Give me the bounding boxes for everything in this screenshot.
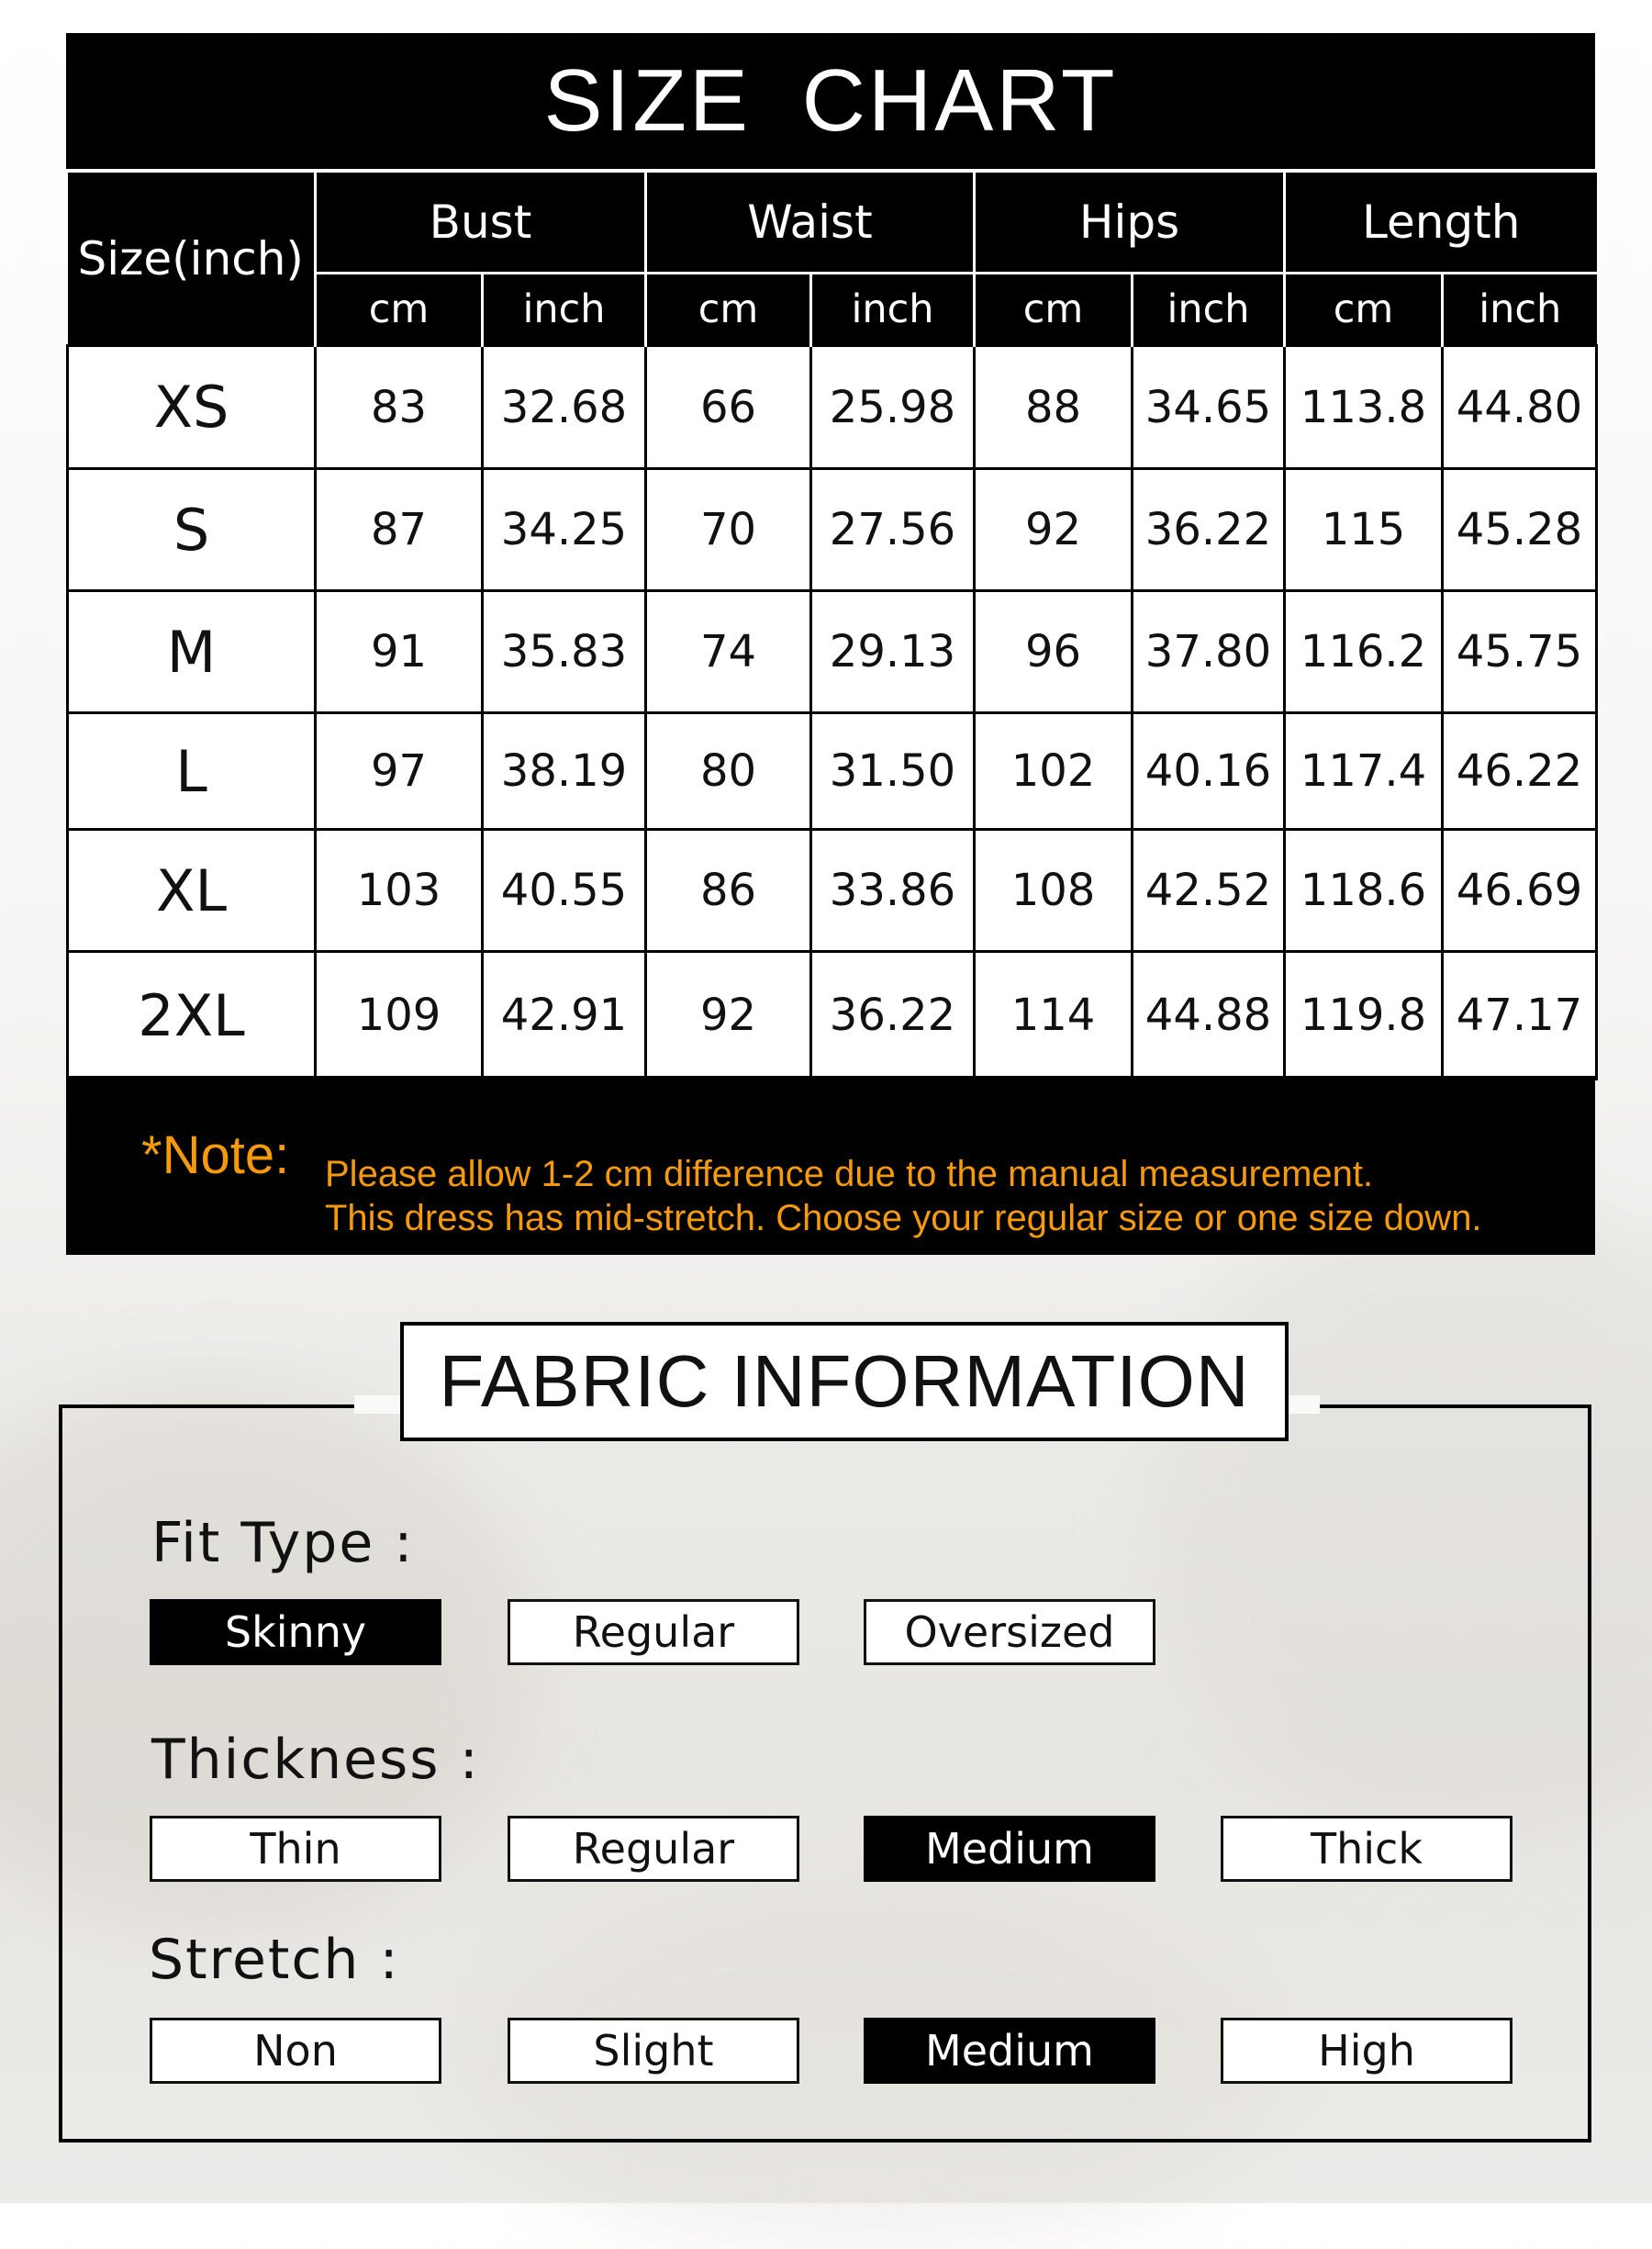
unit-header: cm xyxy=(646,274,811,346)
measurement-cell: 83 xyxy=(316,346,483,469)
length-header: Length xyxy=(1285,171,1597,274)
measurement-cell: 113.8 xyxy=(1285,346,1443,469)
measurement-cell: 116.2 xyxy=(1285,591,1443,713)
note-bar xyxy=(66,1076,1595,1255)
waist-header: Waist xyxy=(646,171,975,274)
measurement-cell: 103 xyxy=(316,830,483,952)
measurement-cell: 46.22 xyxy=(1443,713,1597,830)
measurement-cell: 44.88 xyxy=(1133,952,1285,1080)
measurement-cell: 115 xyxy=(1285,469,1443,591)
note-text-line-1: Please allow 1-2 cm difference due to the manual measurement. xyxy=(325,1154,1374,1194)
measurement-cell: 31.50 xyxy=(811,713,975,830)
thickness-option-thick: Thick xyxy=(1221,1816,1512,1882)
measurement-cell: 108 xyxy=(975,830,1133,952)
note-label: *Note: xyxy=(141,1125,290,1185)
thickness-option-medium: Medium xyxy=(864,1816,1155,1882)
bust-header: Bust xyxy=(316,171,646,274)
measurement-cell: 44.80 xyxy=(1443,346,1597,469)
fabric-information-section xyxy=(0,1322,1652,2148)
fit-type-label: Fit Type : xyxy=(151,1511,415,1575)
thickness-label: Thickness : xyxy=(151,1728,480,1792)
size-label-cell: M xyxy=(68,591,316,713)
measurement-cell: 97 xyxy=(316,713,483,830)
stretch-option-non: Non xyxy=(150,2018,441,2084)
size-label-cell: 2XL xyxy=(68,952,316,1080)
measurement-cell: 36.22 xyxy=(811,952,975,1080)
measurement-cell: 74 xyxy=(646,591,811,713)
stretch-option-high: High xyxy=(1221,2018,1512,2084)
measurement-cell: 87 xyxy=(316,469,483,591)
fit-type-option-oversized: Oversized xyxy=(864,1599,1155,1665)
measurement-cell: 40.55 xyxy=(483,830,646,952)
measurement-cell: 117.4 xyxy=(1285,713,1443,830)
stretch-label: Stretch : xyxy=(149,1928,400,1992)
size-label-cell: XS xyxy=(68,346,316,469)
measurement-cell: 29.13 xyxy=(811,591,975,713)
stretch-option-slight: Slight xyxy=(508,2018,799,2084)
size-chart-title: SIZE CHART xyxy=(66,33,1595,169)
size-row xyxy=(68,346,1597,469)
note-text-line-2: This dress has mid-stretch. Choose your regular size or one size down. xyxy=(325,1198,1482,1238)
measurement-cell: 118.6 xyxy=(1285,830,1443,952)
measurement-cell: 70 xyxy=(646,469,811,591)
measurement-cell: 91 xyxy=(316,591,483,713)
measurement-cell: 37.80 xyxy=(1133,591,1285,713)
measurement-cell: 109 xyxy=(316,952,483,1080)
measurement-cell: 34.25 xyxy=(483,469,646,591)
fabric-information-title: FABRIC INFORMATION xyxy=(400,1322,1289,1441)
unit-header: cm xyxy=(975,274,1133,346)
hips-header: Hips xyxy=(975,171,1285,274)
measurement-cell: 47.17 xyxy=(1443,952,1597,1080)
measurement-cell: 32.68 xyxy=(483,346,646,469)
measurement-cell: 102 xyxy=(975,713,1133,830)
measurement-cell: 92 xyxy=(975,469,1133,591)
size-label-cell: XL xyxy=(68,830,316,952)
thickness-option-regular: Regular xyxy=(508,1816,799,1882)
stretch-option-medium: Medium xyxy=(864,2018,1155,2084)
unit-header: inch xyxy=(1443,274,1597,346)
size-row xyxy=(68,952,1597,1080)
fit-type-option-skinny: Skinny xyxy=(150,1599,441,1665)
unit-header: inch xyxy=(811,274,975,346)
unit-header: inch xyxy=(1133,274,1285,346)
size-row xyxy=(68,591,1597,713)
unit-header: cm xyxy=(316,274,483,346)
measurement-cell: 114 xyxy=(975,952,1133,1080)
size-row xyxy=(68,713,1597,830)
unit-header: cm xyxy=(1285,274,1443,346)
measurement-cell: 40.16 xyxy=(1133,713,1285,830)
measurement-cell: 25.98 xyxy=(811,346,975,469)
measurement-cell: 33.86 xyxy=(811,830,975,952)
size-row xyxy=(68,830,1597,952)
measurement-cell: 42.52 xyxy=(1133,830,1285,952)
measurement-cell: 42.91 xyxy=(483,952,646,1080)
size-label-cell: L xyxy=(68,713,316,830)
measurement-cell: 119.8 xyxy=(1285,952,1443,1080)
measurement-cell: 45.28 xyxy=(1443,469,1597,591)
measurement-cell: 35.83 xyxy=(483,591,646,713)
measurement-cell: 66 xyxy=(646,346,811,469)
measurement-cell: 80 xyxy=(646,713,811,830)
measurement-cell: 46.69 xyxy=(1443,830,1597,952)
measurement-cell: 86 xyxy=(646,830,811,952)
measurement-cell: 92 xyxy=(646,952,811,1080)
measurement-cell: 88 xyxy=(975,346,1133,469)
size-chart xyxy=(66,33,1595,1252)
size-table-body xyxy=(68,346,1597,1080)
thickness-option-thin: Thin xyxy=(150,1816,441,1882)
measurement-cell: 34.65 xyxy=(1133,346,1285,469)
measurement-cell: 38.19 xyxy=(483,713,646,830)
measurement-cell: 36.22 xyxy=(1133,469,1285,591)
unit-header: inch xyxy=(483,274,646,346)
fit-type-option-regular: Regular xyxy=(508,1599,799,1665)
size-column-header: Size(inch) xyxy=(68,171,316,346)
measurement-cell: 96 xyxy=(975,591,1133,713)
size-row xyxy=(68,469,1597,591)
size-label-cell: S xyxy=(68,469,316,591)
measurement-cell: 45.75 xyxy=(1443,591,1597,713)
measurement-cell: 27.56 xyxy=(811,469,975,591)
size-table xyxy=(66,169,1598,1080)
